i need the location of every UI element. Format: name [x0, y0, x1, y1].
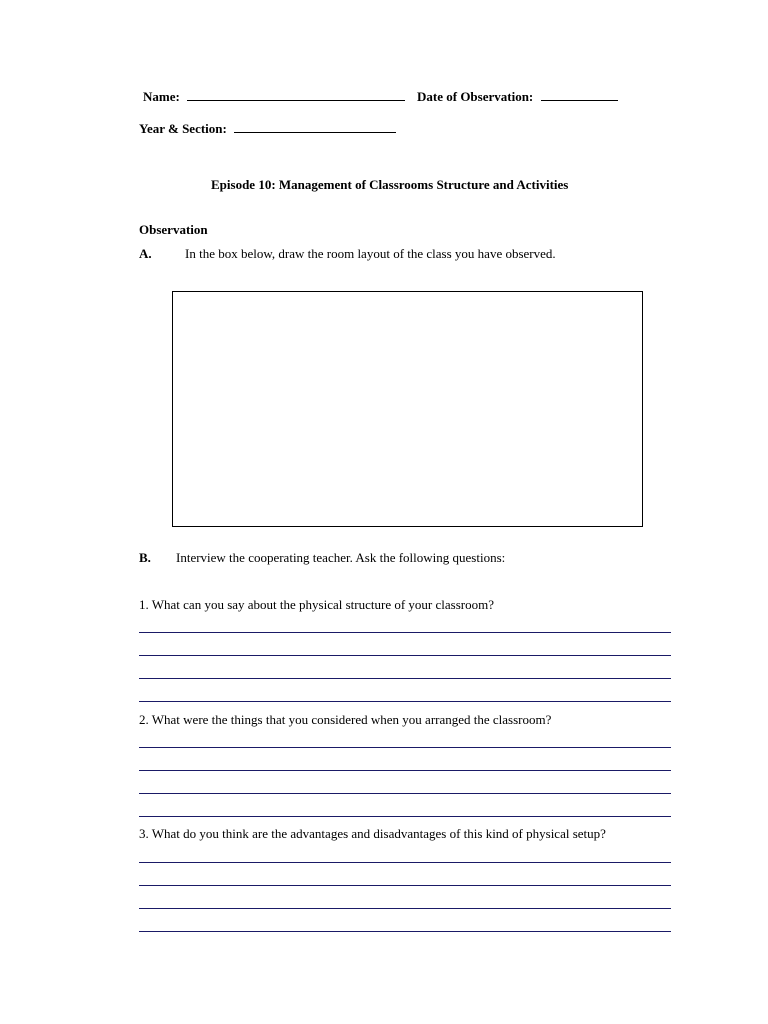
year-section-field[interactable]	[234, 120, 396, 133]
question-2: 2. What were the things that you considered when you arranged the classroom?	[139, 712, 552, 727]
answer-line-q2-4[interactable]	[139, 816, 671, 817]
answer-line-q2-1[interactable]	[139, 747, 671, 748]
date-row	[417, 88, 618, 105]
answer-line-q1-1[interactable]	[139, 632, 671, 633]
observation-heading: Observation	[139, 222, 208, 237]
date-field[interactable]	[541, 88, 618, 101]
answer-line-q3-1[interactable]	[139, 862, 671, 863]
name-label: Name:	[143, 89, 180, 104]
answer-line-q1-2[interactable]	[139, 655, 671, 656]
answer-line-q3-4[interactable]	[139, 931, 671, 932]
answer-line-q2-3[interactable]	[139, 793, 671, 794]
room-layout-drawing-box[interactable]	[172, 291, 643, 527]
question-3: 3. What do you think are the advantages and disadvantages of this kind of physical setup?	[139, 826, 606, 841]
name-row	[143, 88, 405, 105]
year-section-row	[139, 120, 396, 137]
date-label: Date of Observation:	[417, 89, 534, 104]
answer-line-q3-2[interactable]	[139, 885, 671, 886]
answer-line-q3-3[interactable]	[139, 908, 671, 909]
name-field[interactable]	[187, 88, 405, 101]
year-section-label: Year & Section:	[139, 121, 227, 136]
answer-line-q2-2[interactable]	[139, 770, 671, 771]
section-b-instruction: Interview the cooperating teacher. Ask the following questions:	[176, 550, 506, 565]
section-b-marker: B.	[139, 550, 151, 565]
answer-line-q1-4[interactable]	[139, 701, 671, 702]
answer-line-q1-3[interactable]	[139, 678, 671, 679]
section-a-marker: A.	[139, 246, 152, 261]
section-a-instruction: In the box below, draw the room layout of the class you have observed.	[185, 246, 556, 261]
question-1: 1. What can you say about the physical structure of your classroom?	[139, 597, 494, 612]
page-title: Episode 10: Management of Classrooms Structure and Activities	[211, 177, 569, 192]
